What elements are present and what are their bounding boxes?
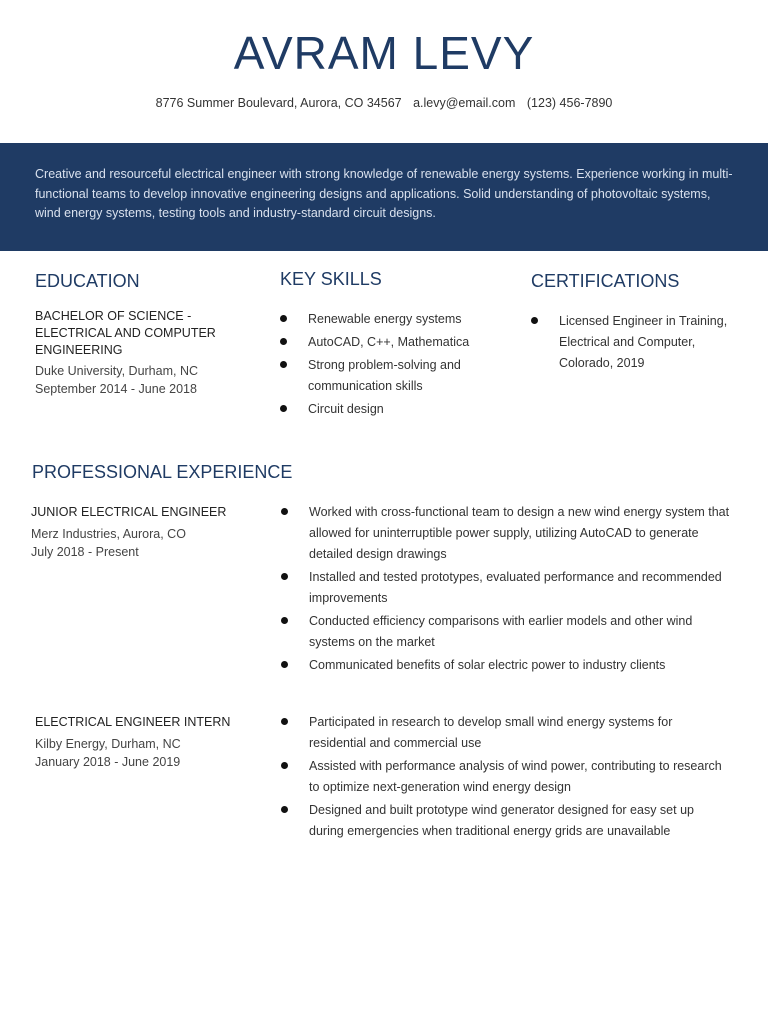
list-item: Strong problem-solving and communication skills: [280, 355, 490, 397]
certifications-heading: CERTIFICATIONS: [531, 271, 680, 291]
bullet-icon: [280, 338, 287, 345]
bullet-icon: [281, 661, 288, 668]
job-title: ELECTRICAL ENGINEER INTERN: [35, 715, 231, 729]
bullet-icon: [281, 508, 288, 515]
job-dates: January 2018 - June 2019: [35, 755, 181, 769]
list-item: Designed and built prototype wind generator designed for easy set up during emergencies when traditional energy grids are unavailable: [281, 800, 731, 842]
bullet-icon: [281, 806, 288, 813]
bullet-icon: [281, 718, 288, 725]
list-item: Circuit design: [280, 399, 490, 420]
bullet-icon: [280, 405, 287, 412]
certifications-list: [531, 311, 741, 374]
list-item: Licensed Engineer in Training, Electrical and Computer, Colorado, 2019: [531, 311, 741, 374]
job-company: Merz Industries, Aurora, CO: [31, 527, 186, 541]
education-dates: September 2014 - June 2018: [35, 382, 197, 396]
skills-heading: KEY SKILLS: [280, 269, 382, 289]
list-item: Communicated benefits of solar electric power to industry clients: [281, 655, 731, 676]
list-item: Conducted efficiency comparisons with earlier models and other wind systems on the market: [281, 611, 731, 653]
education-entry: [35, 308, 245, 398]
list-item: Renewable energy systems: [280, 309, 490, 330]
bullet-icon: [281, 617, 288, 624]
list-item: AutoCAD, C++, Mathematica: [280, 332, 490, 353]
experience-heading: PROFESSIONAL EXPERIENCE: [32, 462, 293, 482]
bullet-icon: [280, 361, 287, 368]
summary-text: Creative and resourceful electrical engineer with strong knowledge of renewable energy systems. Experience working in multi-functional teams to develop innovative engineering designs and applications. Solid understanding of photovoltaic systems, wind energy systems, testing tools and industry-standard circuit designs.: [35, 167, 733, 220]
summary-band: [0, 143, 768, 251]
job-entry: [31, 504, 261, 561]
bullet-icon: [280, 315, 287, 322]
address: 8776 Summer Boulevard, Aurora, CO 34567: [155, 96, 402, 110]
phone: (123) 456-7890: [526, 96, 613, 110]
list-item: Participated in research to develop small wind energy systems for residential and commercial use: [281, 712, 731, 754]
job-company: Kilby Energy, Durham, NC: [35, 737, 181, 751]
list-item: Installed and tested prototypes, evaluated performance and recommended improvements: [281, 567, 731, 609]
job-title: JUNIOR ELECTRICAL ENGINEER: [31, 505, 227, 519]
skills-list: [280, 309, 490, 420]
list-item: Assisted with performance analysis of wind power, contributing to research to optimize next-generation wind energy design: [281, 756, 731, 798]
job-dates: July 2018 - Present: [31, 545, 139, 559]
bullet-icon: [531, 317, 538, 324]
contact-line: [0, 96, 768, 110]
list-item: Worked with cross-functional team to design a new wind energy system that allowed for uninterruptible power supply, utilizing AutoCAD to generate detailed design drawings: [281, 502, 731, 565]
email[interactable]: a.levy@email.com: [413, 96, 516, 110]
bullet-icon: [281, 573, 288, 580]
education-heading: EDUCATION: [35, 271, 140, 291]
candidate-name: AVRAM LEVY: [233, 27, 535, 79]
job-bullets: [281, 712, 731, 842]
school: Duke University, Durham, NC: [35, 364, 199, 378]
job-bullets: [281, 502, 731, 676]
bullet-icon: [281, 762, 288, 769]
degree: BACHELOR OF SCIENCE - ELECTRICAL AND COMPUTER ENGINEERING: [35, 309, 216, 357]
job-entry: [35, 714, 265, 771]
